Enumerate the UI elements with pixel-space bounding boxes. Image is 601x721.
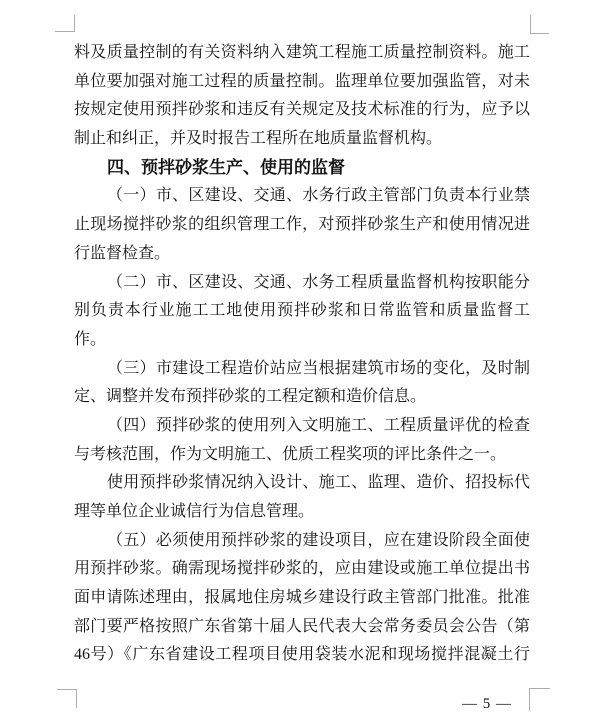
body-line: 行监督检查。 (74, 244, 171, 262)
body-line: 理等单位企业诚信行为信息管理。 (74, 503, 315, 520)
body-line: 定、调整并发布预拌砂浆的工程定额和造价信息。 (74, 388, 427, 406)
crop-mark-top-right-icon (530, 15, 549, 34)
body-line: 止现场搅拌砂浆的组织管理工作，对预拌砂浆生产和使用情况进 (74, 216, 530, 234)
body-line: （五）必须使用预拌砂浆的建设项目，应在建设阶段全面使 (107, 531, 530, 549)
document-body (74, 39, 530, 670)
crop-mark-top-left-icon (55, 15, 75, 32)
body-line: 46号）《广东省建设工程项目使用袋装水泥和现场搅拌混凝土行 (74, 646, 530, 664)
body-line: 制止和纠正，并及时报告工程所在地质量监督机构。 (74, 130, 443, 148)
body-line: 用预拌砂浆。确需现场搅拌砂浆的，应由建设或施工单位提出书 (74, 560, 530, 578)
body-line: （一）市、区建设、交通、水务行政主管部门负责本行业禁 (107, 187, 530, 205)
body-line: 面申请陈述理由，报属地住房城乡建设行政主管部门批准。批准 (74, 589, 530, 607)
body-line: （三）市建设工程造价站应当根据建筑市场的变化，及时制 (107, 359, 530, 377)
body-line: 单位要加强对施工过程的质量控制。监理单位要加强监管，对未 (74, 72, 530, 90)
body-line: 按规定使用预拌砂浆和违反有关规定及技术标准的行为，应予以 (74, 101, 530, 119)
body-line: 部门要严格按照广东省第十届人民代表大会常务委员会公告（第 (74, 617, 530, 635)
body-line: 别负责本行业施工工地使用预拌砂浆和日常监管和质量监督工 (74, 302, 530, 320)
crop-mark-bottom-left-icon (57, 689, 77, 708)
body-line: 作。 (74, 330, 107, 348)
section-heading: 四、预拌砂浆生产、使用的监督 (107, 157, 345, 178)
body-line: 料及质量控制的有关资料纳入建筑工程施工质量控制资料。施工 (74, 44, 530, 61)
body-line: 使用预拌砂浆情况纳入设计、施工、监理、造价、招投标代 (107, 474, 530, 492)
body-line: （四）预拌砂浆的使用列入文明施工、工程质量评优的检查 (107, 416, 530, 434)
page-number: — 5 — (462, 696, 512, 712)
body-line: （二）市、区建设、交通、水务工程质量监督机构按职能分 (107, 273, 530, 291)
body-line: 与考核范围，作为文明施工、优质工程奖项的评比条件之一。 (74, 445, 507, 463)
